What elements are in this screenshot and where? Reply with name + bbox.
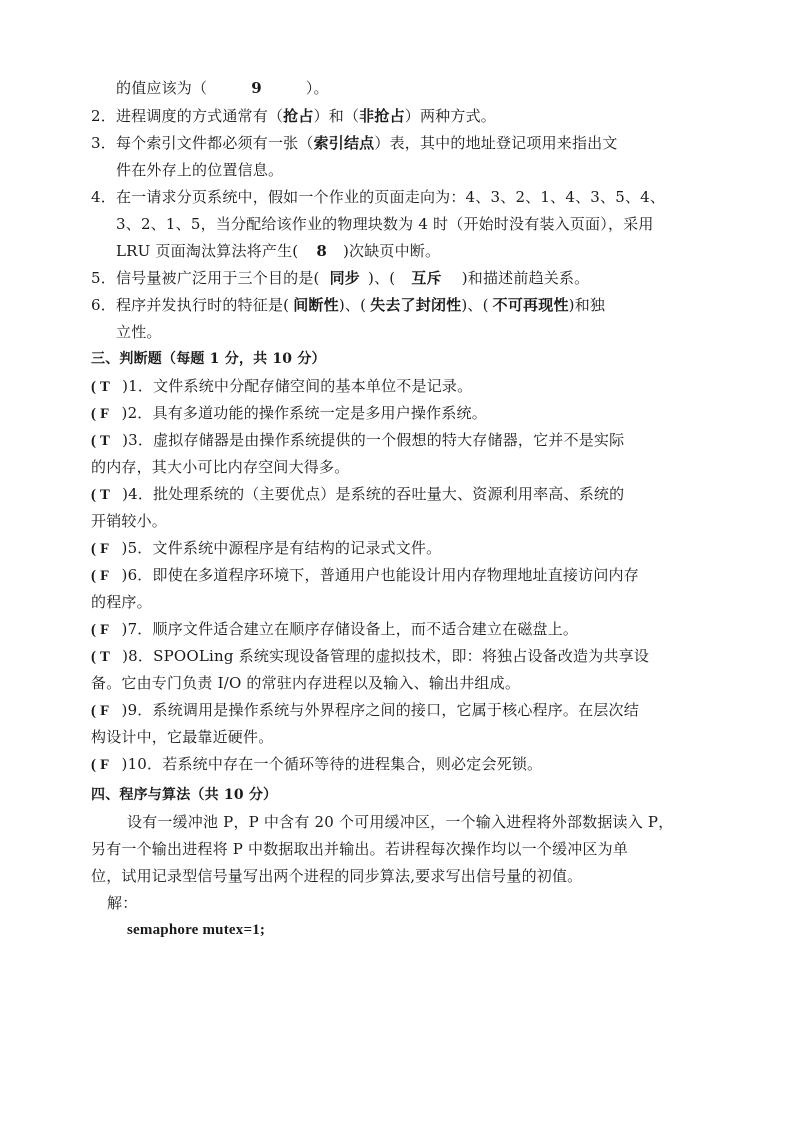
solution-label: 解： [107,894,138,912]
q4-text-1: 在一请求分页系统中，假如一个作业的页面走向为：4、3、2、1、4、3、5、4、 [115,188,666,206]
q3-text-2: ）表，其中的地址登记项用来指出文 [374,134,618,152]
judge-text: )1．文件系统中分配存储空间的基本单位不是记录。 [122,377,473,395]
q5-answer-2: 互斥 [411,269,442,287]
q5-text-3: )和描述前趋关系。 [461,269,590,287]
judge-mark: ( F [91,541,110,557]
fill-q3-line1 [91,133,618,153]
algo-paragraph-line2: 另有一个输出进程将 P 中数据取出并输出。若讲程每次操作均以一个缓冲区为单 [91,840,629,858]
q6-text-4: )和独 [568,296,606,314]
q5-text-1: 信号量被广泛用于三个目的是( [115,269,320,287]
q2-number: 2． [91,107,116,125]
code-line-semaphore: semaphore mutex=1; [127,922,266,938]
judge-item-continuation: 构设计中，它最靠近硬件。 [91,728,274,746]
judge-text: )7．顺序文件适合建立在顺序存储设备上，而不适合建立在磁盘上。 [121,620,579,638]
judge-section-heading: 三、判断题（每题 1 分，共 10 分） [91,351,326,367]
fill-q4-line1 [91,187,665,207]
judge-mark: ( T [91,433,111,449]
judge-item-continuation: 开销较小。 [91,512,168,530]
q4-answer: 8 [316,242,327,260]
q6-answer-2: 失去了封闭性 [370,296,462,314]
judge-text: )10．若系统中存在一个循环等待的进程集合，则必定会死锁。 [121,755,543,773]
judge-mark: ( T [91,379,111,395]
judge-text: )5．文件系统中源程序是有结构的记录式文件。 [121,539,442,557]
judge-mark: ( T [91,649,111,665]
q6-text-2: )、( [338,296,367,314]
q2-answer-1: 抢占 [283,107,314,125]
judge-mark: ( F [91,622,110,638]
q6-number: 6． [91,296,116,314]
q5-text-2: )、( [368,269,396,287]
judge-text: )2．具有多道功能的操作系统一定是多用户操作系统。 [121,404,487,422]
q1-text-pre: 的值应该为（ [116,79,208,97]
q6-text-3: )、( [461,296,489,314]
q6-answer-3: 不可再现性 [492,296,569,314]
q4-number: 4． [91,188,116,206]
judge-item [91,484,624,505]
judge-item [91,565,639,586]
judge-item [91,700,639,721]
q2-text-3: ）两种方式。 [404,107,496,125]
judge-item [91,754,542,775]
q3-number: 3． [91,134,116,152]
judge-mark: ( F [91,757,110,773]
q2-answer-2: 非抢占 [359,107,405,125]
judge-text: )4．批处理系统的（主要优点）是系统的吞吐量大、资源利用率高、系统的 [122,485,625,503]
q2-text-2: ）和（ [313,107,360,125]
judge-text: )8．SPOOLing 系统实现设备管理的虚拟技术，即：将独占设备改造为共享设 [122,647,650,665]
judge-mark: ( F [91,703,110,719]
fill-q4-line3 [116,241,440,261]
fill-q6-line2: 立性。 [116,323,162,341]
fill-q4-line2: 3、2、1、5，当分配给该作业的物理块数为 4 时（开始时没有装入页面），采用 [116,215,654,233]
algo-paragraph-line3: 位，试用记录型信号量写出两个进程的同步算法,要求写出信号量的初值。 [91,867,583,885]
judge-item [91,376,472,397]
q4-text-3-pre: LRU 页面淘汰算法将产生( [116,242,299,260]
judge-item [91,430,624,451]
q1-text-post: ）。 [305,79,329,97]
algo-paragraph-line1: 设有一缓冲池 P，P 中含有 20 个可用缓冲区，一个输入进程将外部数据读入 P， [127,813,674,831]
judge-item [91,646,649,667]
judge-item-continuation: 的内存，其大小可比内存空间大得多。 [91,458,350,476]
fill-q2 [91,106,496,126]
q1-answer: 9 [251,79,262,97]
judge-mark: ( T [91,487,111,503]
judge-item [91,403,487,424]
algo-section-heading: 四、程序与算法（共 10 分） [91,787,278,803]
judge-text: )6．即使在多道程序环境下，普通用户也能设计用内存物理地址直接访问内存 [121,566,639,584]
q4-text-3-post: )次缺页中断。 [342,242,441,260]
q6-answer-1: 间断性 [293,296,339,314]
q2-text-1: 进程调度的方式通常有（ [115,107,284,125]
judge-text: )9．系统调用是操作系统与外界程序之间的接口，它属于核心程序。在层次结 [121,701,639,719]
fill-q5 [91,268,589,288]
judge-text: )3．虚拟存储器是由操作系统提供的一个假想的特大存储器，它并不是实际 [122,431,625,449]
fill-q3-line2: 件在外存上的位置信息。 [116,161,284,179]
judge-mark: ( F [91,406,110,422]
q3-text-1: 每个索引文件都必须有一张（ [115,134,314,152]
q3-answer: 索引结点 [313,134,375,152]
judge-item [91,538,441,559]
q5-number: 5． [91,269,116,287]
judge-mark: ( F [91,568,110,584]
judge-item [91,619,578,640]
judge-item-continuation: 的程序。 [91,593,152,611]
judge-item-continuation: 备。它由专门负责 I/O 的常驻内存进程以及输入、输出井组成。 [91,674,521,692]
fill-q1-continuation [116,78,329,98]
fill-q6-line1 [91,295,605,315]
q6-text-1: 程序并发执行时的特征是( [115,296,290,314]
q5-answer-1: 同步 [329,269,361,287]
